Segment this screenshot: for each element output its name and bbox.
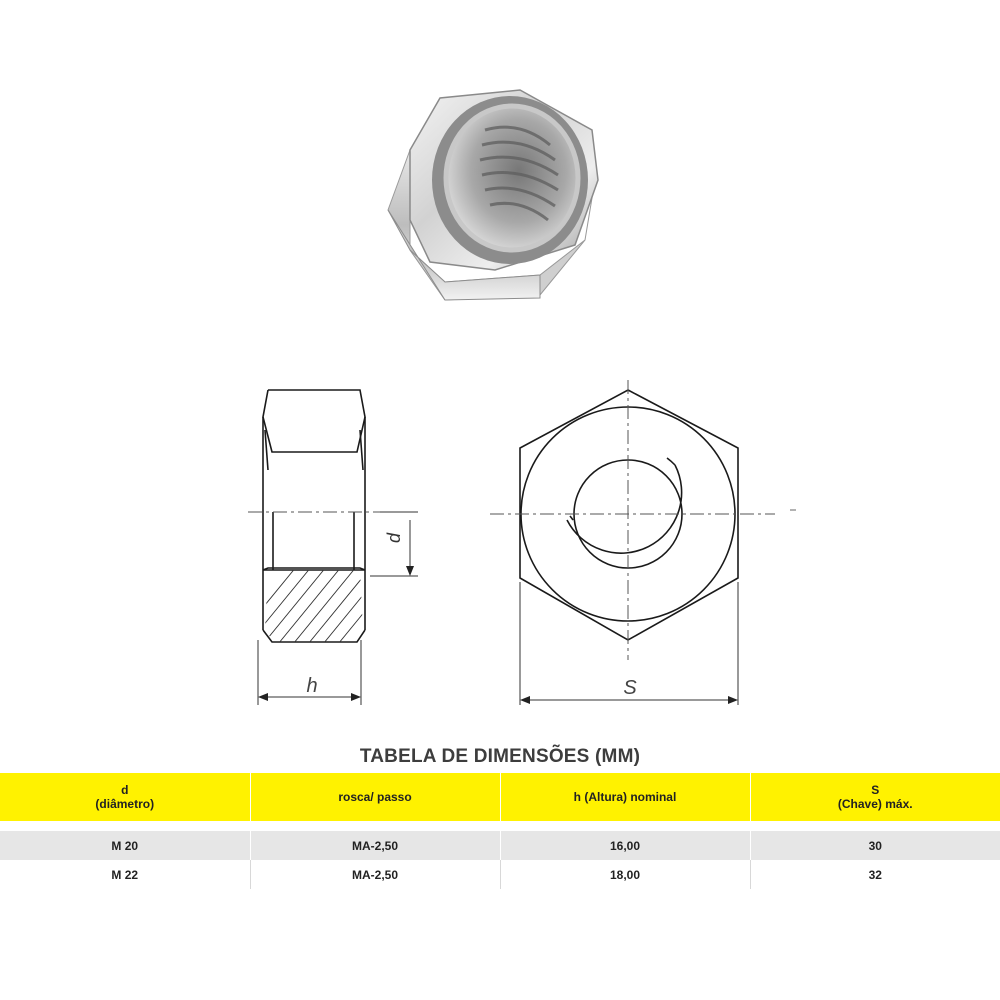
table-title: TABELA DE DIMENSÕES (MM) xyxy=(359,746,641,767)
side-view xyxy=(263,390,365,642)
header-wrench-size xyxy=(750,773,1000,821)
cell-diameter: M 22 xyxy=(0,860,250,889)
header-diameter xyxy=(0,773,250,821)
cell-height: 16,00 xyxy=(500,831,750,860)
label-d: d xyxy=(384,532,404,544)
hex-nut-photo xyxy=(370,70,630,340)
header-diameter-sub: (diâmetro) xyxy=(95,797,155,811)
header-diameter-label: d xyxy=(121,783,129,797)
front-view xyxy=(520,390,738,640)
technical-drawing xyxy=(230,370,820,720)
table-row xyxy=(0,831,1000,860)
header-height-label: h (Altura) nominal xyxy=(573,790,677,804)
section-hatch xyxy=(230,550,430,660)
cell-thread: MA-2,50 xyxy=(250,831,500,860)
label-h: h xyxy=(306,675,318,697)
header-wrench-label: S xyxy=(871,783,880,797)
cell-diameter: M 20 xyxy=(0,831,250,860)
table-spacer xyxy=(0,821,1000,831)
front-center-lines xyxy=(490,380,775,660)
header-thread-pitch xyxy=(250,773,500,821)
cell-height: 18,00 xyxy=(500,860,750,889)
dimensions-table xyxy=(0,773,1000,889)
header-wrench-sub: (Chave) máx. xyxy=(837,797,913,811)
cell-wrench: 30 xyxy=(750,831,1000,860)
table-row xyxy=(0,860,1000,889)
header-thread-label: rosca/ passo xyxy=(338,790,412,804)
label-s: S xyxy=(623,677,637,699)
header-height xyxy=(500,773,750,821)
cell-thread: MA-2,50 xyxy=(250,860,500,889)
cell-wrench: 32 xyxy=(750,860,1000,889)
